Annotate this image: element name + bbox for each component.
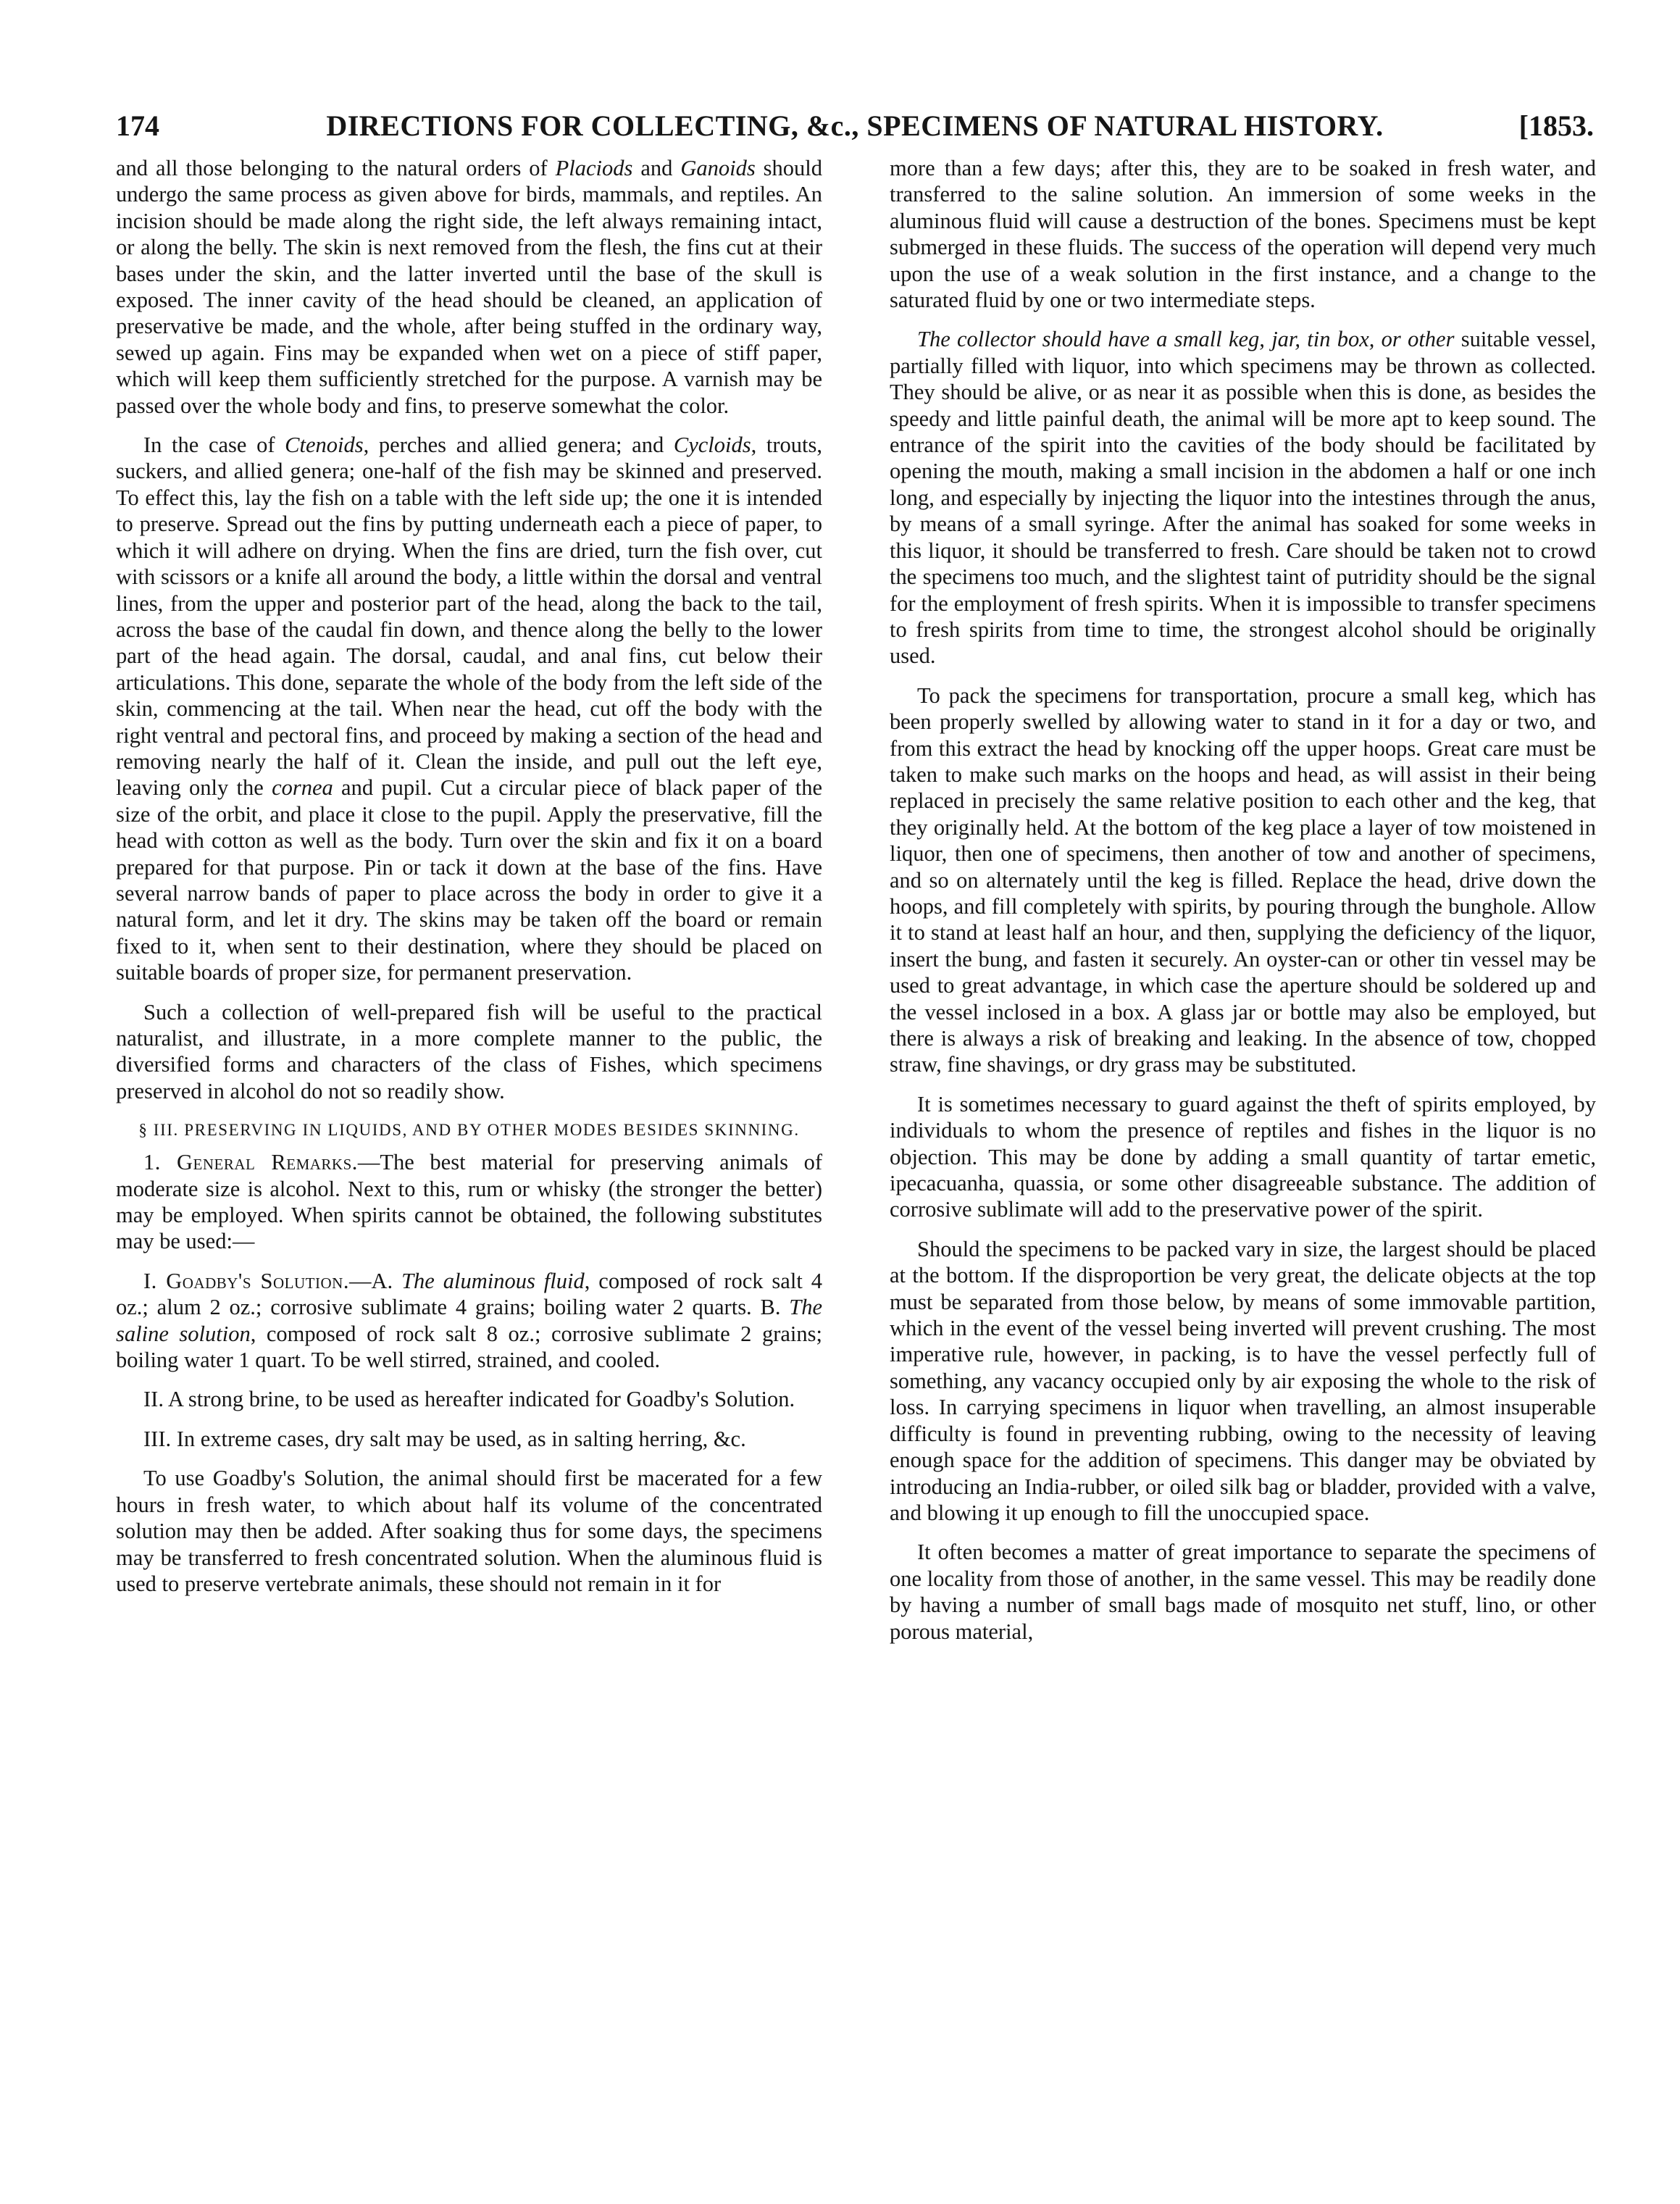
paragraph-sizes: Should the specimens to be packed vary in size, the largest should be placed at the bottom. If the disproportion be very great, the delicate objects at the top must be separated from those below, by means of some immovable partition, which in the event of the vessel being inverted will prevent crushing. The most imperative rule, however, in packing, is to have the vessel perfectly full of something, any vacancy occupied only by air exposing the whole to the risk of loss. In carrying specimens in liquor when travelling, an almost insuperable difficulty is found in preventing rubbing, owing to the necessity of leaving enough space for the addition of specimens. This danger may be obviated by introducing an India-rubber, or oiled silk bag or bladder, provided with a valve, and blowing it up enough to fill the unoccupied space. — [890, 1236, 1596, 1525]
right-column — [890, 155, 1596, 1658]
running-year: [1853. — [1518, 109, 1594, 142]
paragraph-general-remarks: 1. General Remarks.—The best material for preserving animals of moderate size is alcohol. Next to this, rum or whisky (the stronger the better) may be employed. When spirits cannot be obtained, the following substitutes may be used:— — [116, 1150, 822, 1254]
paragraph-continued: more than a few days; after this, they are to be soaked in fresh water, and transferred to the saline solution. An immersion of some weeks in the aluminous fluid will cause a destruction of the bones. Specimens must be kept submerged in these fluids. The success of the operation will depend very much upon the use of a weak solution in the first instance, and a change to the saturated fluid by one or two intermediate steps. — [890, 156, 1596, 313]
paragraph-collection: Such a collection of well-prepared fish will be useful to the practical naturalist, and illustrate, in a more complete manner to the public, the diversified forms and characters of the class of Fishes, which specimens preserved in alcohol do not so readily show. — [116, 999, 822, 1103]
running-title: DIRECTIONS FOR COLLECTING, &c., SPECIMENS OF NATURAL HISTORY. — [326, 109, 1384, 142]
left-column — [116, 155, 822, 1610]
paragraph-use-goadby: To use Goadby's Solution, the animal should first be macerated for a few hours in fresh water, to which about half its volume of the concentrated solution may then be added. After soaking thus for some days, the specimens may be transferred to fresh concentrated solution. When the aluminous fluid is used to preserve vertebrate animals, these should not remain in it for — [116, 1466, 822, 1596]
section-heading: § III. PRESERVING IN LIQUIDS, AND BY OTHER MODES BESIDES SKINNING. — [138, 1121, 800, 1140]
page-header — [116, 109, 1594, 148]
paragraph-collector-keg: The collector should have a small keg, jar, tin box, or other suitable vessel, partially filled with liquor, into which specimens may be thrown as collected. They should be alive, or as near it as possible when this is done, as besides the speedy and little painful death, the animal will be more apt to keep sound. The entrance of the spirit into the cavities of the body should be facilitated by opening the mouth, making a small incision in the abdomen a half or one inch long, and especially by injecting the liquor into the intestines through the anus, by means of a small syringe. After the animal has soaked for some weeks in this liquor, it should be transferred to fresh. Care should be taken not to crowd the specimens too much, and the slightest taint of putridity should be the signal for the employment of fresh spirits. When it is impossible to transfer specimens to fresh spirits from time to time, the strongest alcohol should be originally used. — [890, 327, 1597, 669]
paragraph-locality: It often becomes a matter of great importance to separate the specimens of one locality from those of another, in the same vessel. This may be readily done by having a number of small bags made of mosquito net stuff, lino, or other porous material, — [890, 1540, 1596, 1644]
paragraph-ctenoids: In the case of Ctenoids, perches and allied genera; and Cycloids, trouts, suckers, and allied genera; one-half of the fish may be skinned and preserved. To effect this, lay the fish on a table with the left side up; the one it is intended to preserve. Spread out the fins by putting underneath each a piece of paper, to which it will adhere on drying. When the fins are dried, turn the fish over, cut with scissors or a knife all around the body, a little within the dorsal and ventral lines, from the upper and posterior part of the head, along the back to the tail, across the base of the caudal fin down, and thence along the belly to the lower part of the head again. The dorsal, caudal, and anal fins, cut below their articulations. This done, separate the whole of the body from the left side of the skin, commencing at the tail. When near the head, cut off the body with the right ventral and pectoral fins, and proceed by making a section of the head and removing nearly the half of it. Clean the inside, and pull out the left eye, leaving only the cornea and pupil. Cut a circular piece of black paper of the size of the orbit, and place it close to the pupil. Apply the preservative, fill the head with cotton as well as the body. Turn over the skin and fix it on a board prepared for that purpose. Pin or tack it down at the base of the fins. Have several narrow bands of paper to place across the body in order to give it a natural form, and let it dry. The skins may be taken off the board or remain fixed to it, when sent to their destination, where they should be placed on suitable boards of proper size, for permanent preservation. — [116, 433, 823, 985]
page-number: 174 — [116, 109, 159, 142]
paragraph-dry-salt: III. In extreme cases, dry salt may be used, as in salting herring, &c. — [143, 1426, 746, 1451]
paragraph-goadby-solution: I. Goadby's Solution.—A. The aluminous fluid, composed of rock salt 4 oz.; alum 2 oz.; corrosive sublimate 4 grains; boiling water 2 quarts. B. The saline solution, composed of rock salt 8 oz.; corrosive sublimate 2 grains; boiling water 1 quart. To be well stirred, strained, and cooled. — [116, 1268, 822, 1373]
paragraph-theft: It is sometimes necessary to guard against the theft of spirits employed, by individuals to whom the presence of reptiles and fishes in the liquor is no objection. This may be done by adding a small quantity of tartar emetic, ipecacuanha, quassia, or some other disagreeable substance. The addition of corrosive sublimate will add to the preservative power of the spirit. — [890, 1091, 1596, 1222]
paragraph-packing: To pack the specimens for transportation, procure a small keg, which has been properly swelled by allowing water to stand in it for a day or two, and from this extract the head by knocking off the upper hoops. Great care must be taken to make such marks on the hoops and head, as will assist in their being replaced in precisely the same relative position to each other and the keg, that they originally held. At the bottom of the keg place a layer of tow moistened in liquor, then one of specimens, then another of tow and another of specimens, and so on alternately until the keg is filled. Replace the head, drive down the hoops, and fill completely with spirits, by pouring through the bunghole. Allow it to stand at least half an hour, and then, supplying the deficiency of the liquor, insert the bung, and fasten it securely. An oyster-can or other tin vessel may be used to great advantage, in which case the aperture should be soldered up and the vessel inclosed in a box. A glass jar or bottle may also be employed, but there is always a risk of breaking and leaking. In the absence of tow, chopped straw, fine shavings, or dry grass may be substituted. — [890, 683, 1596, 1077]
paragraph-brine: II. A strong brine, to be used as hereafter indicated for Goadby's Solution. — [143, 1387, 795, 1412]
paragraph-placoid-ganoid: and all those belonging to the natural orders of Placiods and Ganoids should undergo the same process as given above for birds, mammals, and reptiles. An incision should be made along the right side, the left always remaining intact, or along the belly. The skin is next removed from the flesh, the fins cut at their bases under the skin, and the latter inverted until the base of the skull is exposed. The inner cavity of the head should be cleaned, an application of preservative be made, and the whole, after being stuffed in the ordinary way, sewed up again. Fins may be expanded when wet on a piece of stiff paper, which will keep them sufficiently stretched for the purpose. A varnish may be passed over the whole body and fins, to preserve somewhat the color. — [116, 156, 822, 418]
